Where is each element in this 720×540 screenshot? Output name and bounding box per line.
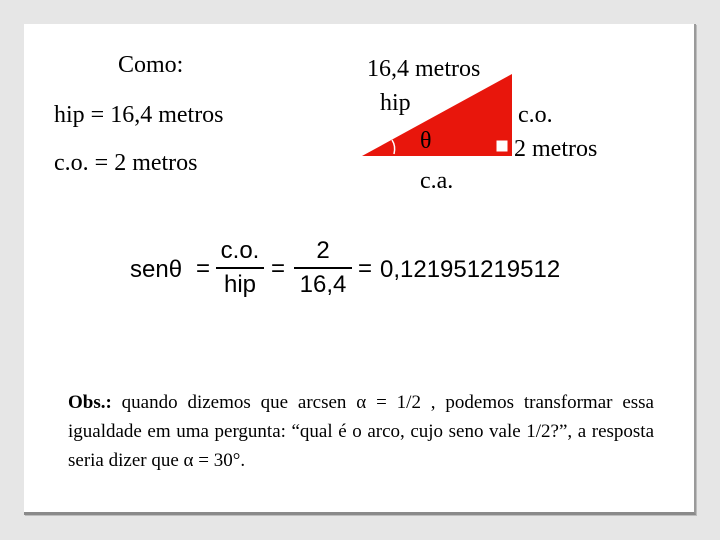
equals-sign-3: = xyxy=(358,255,373,282)
fraction-2-bar xyxy=(294,267,352,269)
co-value-line: c.o. = 2 metros xyxy=(54,150,198,176)
opposite-side-value: 2 metros xyxy=(514,136,598,162)
hypotenuse-label: hip xyxy=(380,90,411,116)
fraction-1-denominator: hip xyxy=(223,270,257,298)
hip-value-line: hip = 16,4 metros xyxy=(54,102,224,128)
sine-result-value: 0,12195121951​2 xyxy=(380,256,561,283)
opposite-side-label: c.o. xyxy=(518,102,553,128)
fraction-2-numerator: 2 xyxy=(316,237,330,264)
equals-sign-1: = xyxy=(196,255,211,282)
observation-label: Obs.: xyxy=(68,392,112,413)
equals-sign-2: = xyxy=(271,255,286,282)
fraction-co-over-hip xyxy=(216,238,264,298)
como-label: Como: xyxy=(118,52,184,78)
hypotenuse-value: 16,4 metros xyxy=(367,56,481,82)
observation-text-3: = 30°. xyxy=(193,450,246,471)
right-angle-marker xyxy=(495,139,509,153)
observation-text-2: = 1/2 , podemos transformar essa igualdade em uma pergunta: “qual é o arco, cujo seno vale 1/2?”, a resposta seria dizer que xyxy=(68,392,654,471)
fraction-2-denominator: 16,4 xyxy=(299,270,347,298)
fraction-2-over-16-4 xyxy=(294,238,352,298)
fraction-1-bar xyxy=(216,267,264,269)
slide xyxy=(24,24,696,515)
theta-symbol: θ xyxy=(420,128,432,154)
alpha-symbol-1: α xyxy=(356,392,367,413)
alpha-symbol-2: α xyxy=(183,450,194,471)
fraction-1-numerator: c.o. xyxy=(220,237,260,264)
sine-theta-lhs: senθ xyxy=(130,256,183,283)
observation-text-1: quando dizemos que arcsen xyxy=(111,392,357,413)
adjacent-side-label: c.a. xyxy=(420,168,454,194)
observation-paragraph xyxy=(68,388,654,475)
